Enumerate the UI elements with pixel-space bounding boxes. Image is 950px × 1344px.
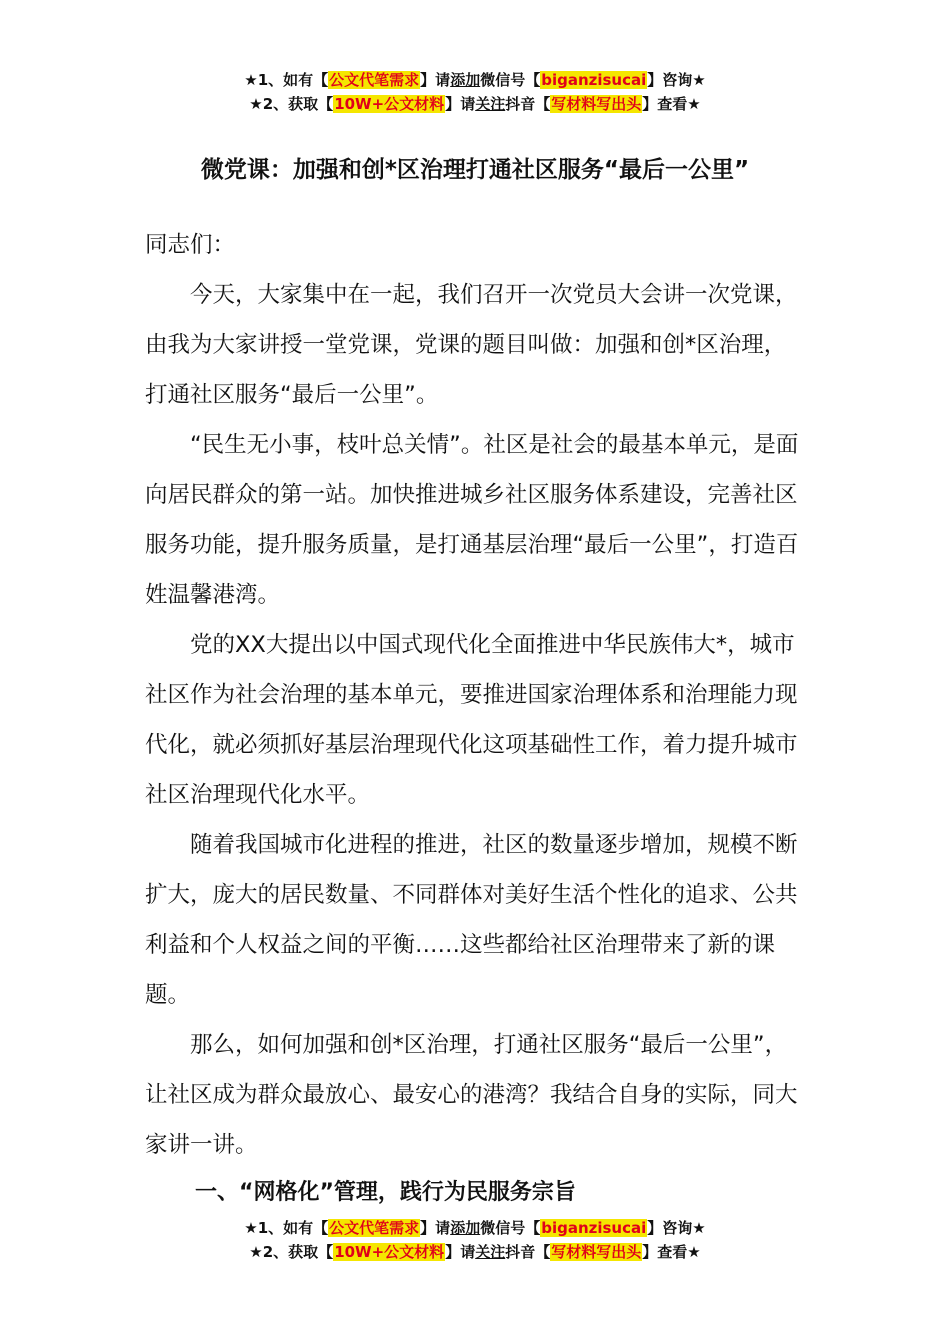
top-banner (0, 68, 950, 116)
banner-text: 】咨询★ (647, 71, 706, 89)
salutation: 同志们： (145, 232, 236, 258)
banner-line-2 (0, 92, 950, 116)
body-paragraph: “民生无小事，枝叶总关情”。社区是社会的最基本单元，是面向居民群众的第一站。加快推进城乡社区服务体系建设，完善社区服务功能，提升服务质量，是打通基层治理“最后一公里”，打造百姓温馨港湾。 (145, 432, 799, 608)
banner-text: ★1、如有【 (244, 71, 329, 89)
document-title: 微党课：加强和创*区治理打通社区服务“最后一公里” (200, 157, 750, 183)
banner-highlight: biganzisucai (541, 1219, 647, 1237)
banner-text: 】查看★ (642, 1243, 701, 1261)
banner-highlight: biganzisucai (541, 71, 647, 89)
banner-underlined-text: 添加 (450, 1219, 481, 1237)
banner-text: ★2、获取【 (249, 95, 334, 113)
banner-underlined-text: 关注 (475, 95, 506, 113)
banner-text: 】咨询★ (647, 1219, 706, 1237)
banner-text: ★2、获取【 (249, 1243, 334, 1261)
body-paragraph: 那么，如何加强和创*区治理，打通社区服务“最后一公里”，让社区成为群众最放心、最安心的港湾？我结合自身的实际，同大家讲一讲。 (145, 1032, 798, 1158)
banner-highlight: 公文代笔需求 (329, 71, 420, 89)
banner-highlight: 10W+公文材料 (334, 95, 445, 113)
banner-text: 】请 (445, 1243, 476, 1261)
document-body (145, 220, 807, 1170)
banner-text: 】查看★ (642, 95, 701, 113)
banner-text: 抖音【 (505, 95, 551, 113)
banner-text: 微信号【 (480, 1219, 541, 1237)
banner-highlight: 公文代笔需求 (329, 1219, 420, 1237)
banner-text: 】请 (445, 95, 476, 113)
body-paragraph: 随着我国城市化进程的推进，社区的数量逐步增加，规模不断扩大，庞大的居民数量、不同群体对美好生活个性化的追求、公共利益和个人权益之间的平衡……这些都给社区治理带来了新的课题。 (145, 832, 798, 1008)
body-paragraph: 党的XX大提出以中国式现代化全面推进中华民族伟大*，城市社区作为社会治理的基本单元，要推进国家治理体系和治理能力现代化，就必须抓好基层治理现代化这项基础性工作，着力提升城市社区治理现代化水平。 (145, 632, 798, 808)
body-paragraph: 今天，大家集中在一起，我们召开一次党员大会讲一次党课，由我为大家讲授一堂党课，党课的题目叫做：加强和创*区治理，打通社区服务“最后一公里”。 (145, 282, 798, 408)
banner-text: 微信号【 (480, 71, 541, 89)
banner-text: 】请 (420, 1219, 451, 1237)
banner-highlight: 写材料写出头 (551, 1243, 642, 1261)
banner-underlined-text: 关注 (475, 1243, 506, 1261)
banner-line-1 (0, 1216, 950, 1240)
banner-highlight: 10W+公文材料 (334, 1243, 445, 1261)
banner-line-1 (0, 68, 950, 92)
banner-text: ★1、如有【 (244, 1219, 329, 1237)
banner-text: 】请 (420, 71, 451, 89)
bottom-banner (0, 1216, 950, 1264)
banner-text: 抖音【 (505, 1243, 551, 1261)
banner-line-2 (0, 1240, 950, 1264)
banner-highlight: 写材料写出头 (551, 95, 642, 113)
section-heading: 一、“网格化”管理，践行为民服务宗旨 (195, 1180, 576, 1205)
banner-underlined-text: 添加 (450, 71, 481, 89)
